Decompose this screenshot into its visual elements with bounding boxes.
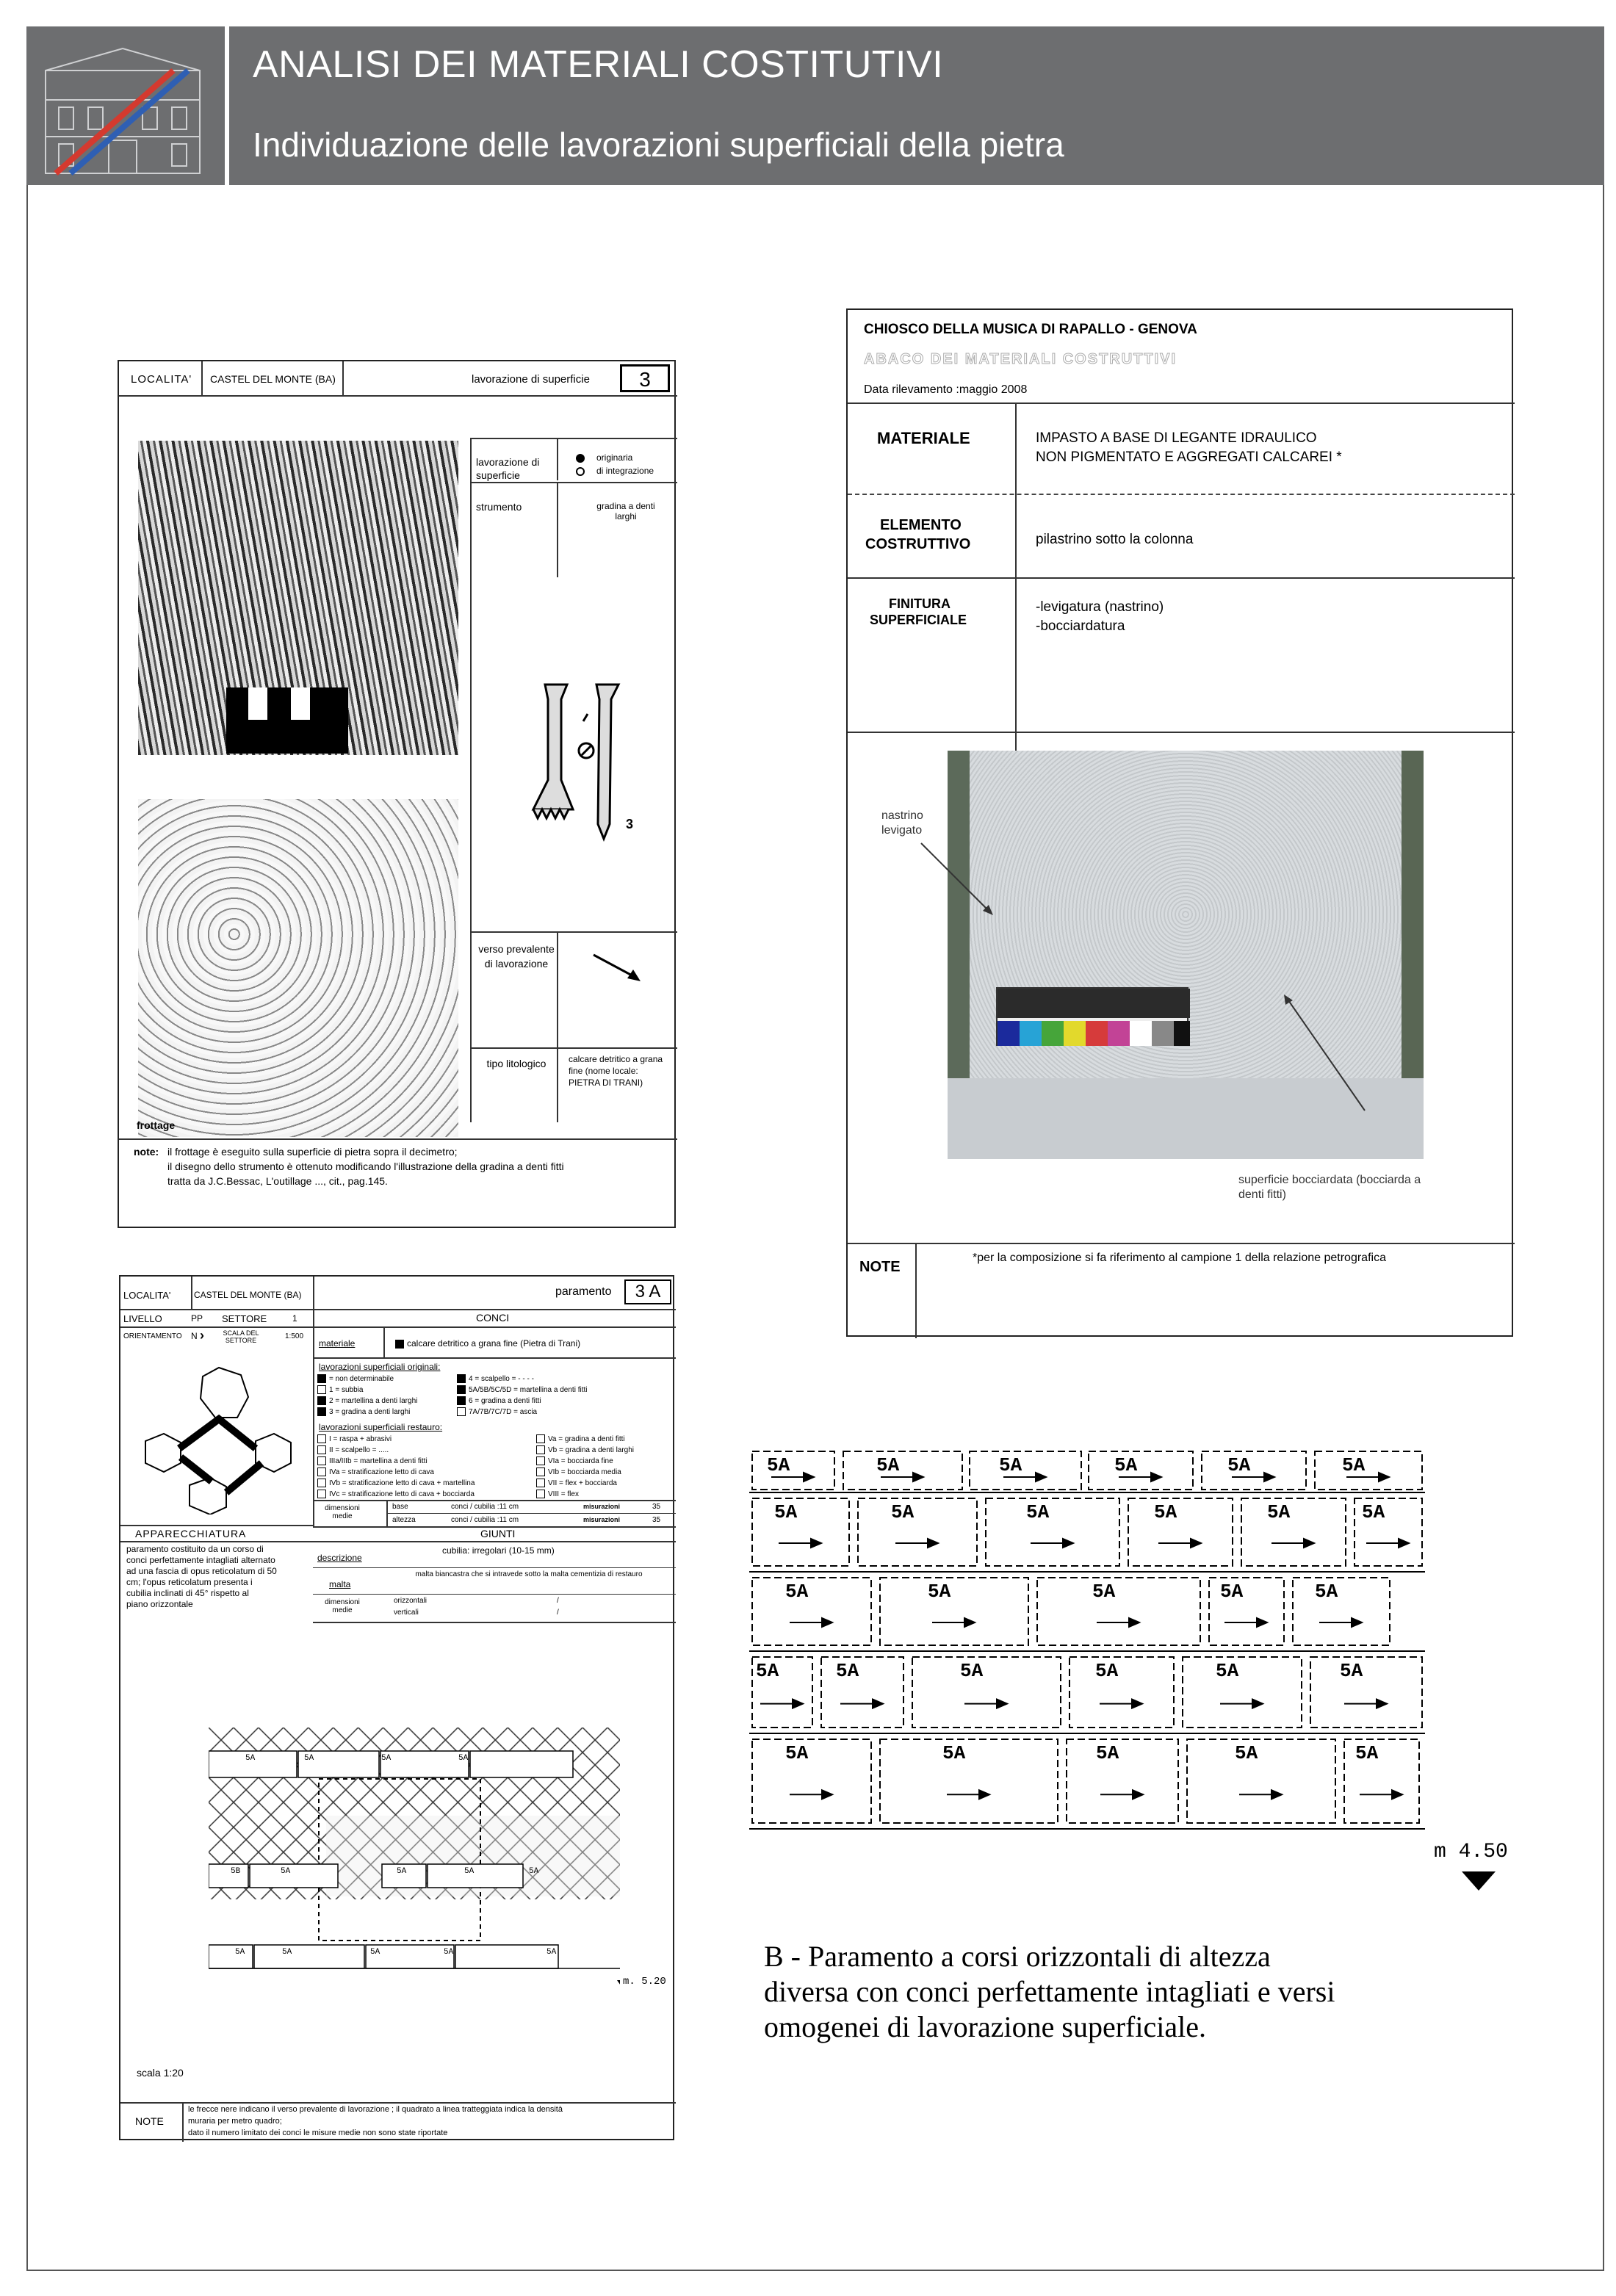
s3-note-text [188,2104,673,2139]
lav-rest-text: IIIa/IIIb = martellina a denti fitti [329,1457,428,1465]
note-prefix: note: [134,1146,159,1158]
checked-box-icon [317,1396,326,1405]
lav-rest-item [317,1467,479,1478]
tipo-litologico-value: calcare detritico a grana fine (nome locale: PIETRA DI TRANI) [569,1054,663,1088]
block-label: 5A [1154,1501,1177,1523]
callout-bocciardata-1: superficie bocciardata (bocciarda a [1238,1174,1421,1186]
sheet-number: 3 [620,364,670,392]
ashlar-block [1128,1498,1233,1566]
livello-value: PP [191,1313,203,1324]
checked-box-icon [395,1340,404,1349]
reticulatum-wall-drawing [209,1728,620,1992]
lav-orig-text: = non determinabile [329,1375,394,1383]
block-label: 5A [767,1454,790,1476]
appar-line: ad una fascia di opus reticolatum di 50 [126,1566,277,1576]
chevron-right-icon: › [200,1328,204,1343]
b-m-label: m 4.50 [1434,1841,1508,1863]
checked-box-icon [457,1396,466,1405]
s3-note-label: NOTE [135,2115,164,2127]
ashlar-block [752,1451,834,1490]
orizzontali-value: / [557,1597,559,1605]
lav-orig-right [457,1373,674,1418]
ashlar-block [986,1498,1119,1566]
ashlar-block [858,1498,977,1566]
elemento-label-1: ELEMENTO [880,517,962,533]
materiale-line-1: IMPASTO A BASE DI LEGANTE IDRAULICO [1036,430,1317,446]
wall-block-label: 5A [281,1867,291,1876]
lav-orig-text: 7A/7B/7C/7D = ascia [469,1408,538,1416]
lav-rest-text: Vb = gradina a denti larghi [548,1446,635,1454]
lav-rest-item [536,1434,674,1445]
ashlar-block [1069,1657,1174,1728]
frottage-caption: frottage [137,1119,176,1131]
lav-rest-text: II = scalpello = ..... [329,1446,389,1454]
descrizione-label: descrizione [317,1553,362,1563]
lav-rest-text: IVc = stratificazione letto di cava + bocciarda [329,1490,475,1498]
lav-rest-text: IVa = stratificazione letto di cava [329,1468,434,1476]
tipo-litologico-label: tipo litologico [486,1058,547,1069]
orientamento-value: N [191,1331,198,1341]
note-line-1: il frottage è eseguito sulla superficie di pietra sopra il decimetro; [167,1146,458,1158]
lav-rest-left [317,1434,479,1500]
dim-alt-value: conci / cubilia :11 cm [451,1516,519,1524]
color-scale-card [996,987,1188,1046]
block-label: 5A [1114,1454,1138,1476]
block-label: 5A [1227,1454,1251,1476]
lav-orig-item [317,1373,464,1385]
s3-localita-value: CASTEL DEL MONTE (BA) [194,1290,302,1300]
lav-rest-text: IVb = stratificazione letto di cava + martellina [329,1479,475,1487]
filled-circle-icon [576,454,585,463]
checkbox-icon [536,1456,545,1465]
note-line: muraria per metro quadro; [188,2117,282,2126]
settore-value: 1 [292,1313,297,1324]
lav-orig-item [457,1396,674,1407]
block-label: 5A [928,1581,951,1603]
sheet-paramento [119,1275,674,2140]
sheet-type: lavorazione di superficie [472,373,590,386]
tool-number: 3 [626,817,634,831]
ashlar-block [1183,1657,1302,1728]
checked-box-icon [317,1374,326,1383]
elemento-value: pilastrino sotto la colonna [1036,532,1194,547]
materiale-value [395,1338,580,1349]
giunti-label: GIUNTI [480,1528,516,1539]
caption-line-2: diversa con conci perfettamente intagliati e versi [764,1975,1335,2008]
lav-rest-item [317,1478,479,1489]
block-label: 5A [1095,1660,1119,1682]
sheet2-date: Data rilevamento :maggio 2008 [864,383,1028,396]
wall-block-label: 5A [282,1948,292,1957]
lav-rest-item [536,1478,674,1489]
block-label: 5A [1235,1742,1258,1764]
lav-rest-item [536,1489,674,1500]
wall-block-label: 5A [547,1948,557,1957]
block-label: 5A [1340,1660,1363,1682]
lav-rest-item [536,1467,674,1478]
ashlar-block [1310,1657,1422,1728]
s3-m-label: m. 5.20 [623,1976,666,1988]
lav-orig-text: 4 = scalpello = - - - - [469,1375,534,1383]
originaria-label: originaria [596,452,633,463]
orientamento-label: ORIENTAMENTO [123,1332,182,1340]
ashlar-block [1067,1739,1178,1823]
checkbox-icon [536,1490,545,1498]
wall-block-label: 5A [381,1754,392,1763]
apparecchiatura-label: APPARECCHIATURA [135,1528,247,1539]
callout-bocciardata-2: denti fitti) [1238,1188,1286,1201]
lav-orig-item [317,1385,464,1396]
checkbox-icon [317,1434,326,1443]
lav-orig-item [457,1373,674,1385]
misurazioni-label: misurazioni [583,1503,621,1510]
malta-label: malta [329,1579,351,1589]
settore-label: SETTORE [222,1313,267,1324]
sheet2-subtitle: ABACO DEI MATERIALI COSTRUTTIVI [864,351,1177,367]
lav-rest-item [536,1445,674,1456]
checkbox-icon [317,1479,326,1487]
checkbox-icon [536,1468,545,1476]
misurazioni-label-2: misurazioni [583,1516,621,1523]
mis-value-1: 35 [652,1503,661,1511]
block-label: 5A [891,1501,915,1523]
block-label: 5A [1026,1501,1050,1523]
block-label: 5A [1342,1454,1366,1476]
ashlar-block [1241,1498,1346,1566]
block-label: 5A [960,1660,984,1682]
scala-label: scala 1:20 [137,2067,184,2079]
s3-number: 3 A [624,1279,671,1304]
block-label: 5A [1092,1581,1116,1603]
checkbox-icon [317,1385,326,1394]
materiale-label: MATERIALE [877,429,970,447]
block-label: 5A [836,1660,859,1682]
mis-value-2: 35 [652,1516,661,1524]
checked-box-icon [457,1385,466,1394]
lav-orig-text: 2 = martellina a denti larghi [329,1397,418,1405]
malta-value: malta biancastra che si intravede sotto la malta cementizia di restauro [415,1570,643,1578]
checked-box-icon [457,1374,466,1383]
lav-rest-text: Va = gradina a denti fitti [548,1435,625,1443]
block-label: 5A [1355,1742,1379,1764]
lav-orig-label: lavorazioni superficiali originali: [319,1362,441,1372]
castle-plan-icon [131,1360,310,1515]
empty-circle-icon [576,467,585,476]
note-line-2: il disegno dello strumento è ottenuto modificando l'illustrazione della gradina a denti fitti [167,1160,564,1172]
wall-block-label: 5A [444,1948,454,1957]
sheet-chiosco-rapallo [846,308,1513,1337]
finitura-label-1: FINITURA [889,596,951,611]
checkbox-icon [536,1434,545,1443]
wall-block-label: 5A [458,1754,469,1763]
wall-block-label: 5A [529,1867,539,1876]
lavorazione-label: lavorazione di superficie [476,456,540,481]
paramento-drawing-b [735,1440,1587,2101]
verso-label: verso prevalente di lavorazione [478,943,555,970]
lav-rest-text: VIa = bocciarda fine [548,1457,613,1465]
strumento-label: strumento [476,501,522,513]
materiale-label: materiale [319,1338,356,1349]
ashlar-block [1037,1578,1200,1645]
callout-arrow-2 [1274,986,1421,1118]
note-line-3: tratta da J.C.Bessac, L'outillage ..., cit., pag.145. [167,1175,388,1187]
block-label: 5A [1267,1501,1291,1523]
dim-label: dimensioni medie [325,1504,360,1520]
lav-rest-item [317,1445,479,1456]
strumento-value: gradina a denti larghi [596,501,655,521]
dim2-label: dimensioni medie [325,1598,360,1614]
checkbox-icon [457,1407,466,1416]
block-label: 5A [942,1742,966,1764]
lav-rest-text: I = raspa + abrasivi [329,1435,392,1443]
lav-orig-text: 6 = gradina a denti fitti [469,1397,541,1405]
verticali-label: verticali [394,1609,419,1617]
lav-rest-item [317,1489,479,1500]
lav-orig-item [317,1396,464,1407]
block-label: 5A [1216,1660,1239,1682]
appar-line: cubilia inclinati di 45° rispetto al [126,1588,249,1598]
materiale-line-2: NON PIGMENTATO E AGGREGATI CALCAREI * [1036,450,1342,465]
block-label: 5A [1096,1742,1119,1764]
s3-localita-label: LOCALITA' [123,1290,171,1301]
verticali-value: / [557,1609,559,1617]
apparecchiatura-text [126,1544,310,1610]
note-line: le frecce nere indicano il verso prevalente di lavorazione ; il quadrato a linea tratteggiata indica la densità [188,2105,563,2114]
lav-rest-item [317,1456,479,1467]
page-title: ANALISI DEI MATERIALI COSTITUTIVI [253,43,944,86]
scala-settore-label: SCALA DEL SETTORE [223,1329,259,1344]
appar-line: piano orizzontale [126,1599,193,1609]
orizzontali-label: orizzontali [394,1597,428,1605]
wall-block-label: 5A [304,1754,314,1763]
surface-photo [138,441,458,755]
checkbox-icon [536,1445,545,1454]
elemento-label-2: COSTRUTTIVO [865,536,971,552]
lav-rest-item [317,1434,479,1445]
page-subtitle: Individuazione delle lavorazioni superficiali della pietra [253,126,1064,164]
localita-value: CASTEL DEL MONTE (BA) [210,373,336,385]
ashlar-block [1202,1451,1306,1490]
ashlar-block [1089,1451,1193,1490]
block-label: 5A [1220,1581,1244,1603]
block-label: 5A [785,1742,809,1764]
lav-orig-item [457,1407,674,1418]
block-label: 5A [999,1454,1022,1476]
sheet-lavorazione-superficie [118,360,676,1228]
descrizione-value: cubilia: irregolari (10-15 mm) [442,1545,555,1556]
lav-orig-text: 1 = subbia [329,1386,364,1394]
ashlar-block [752,1578,871,1645]
wall-block-label: 5A [370,1948,380,1957]
ashlar-block [752,1498,849,1566]
checkbox-icon [317,1445,326,1454]
note-line: dato il numero limitato dei conci le misure medie non sono state riportate [188,2129,448,2137]
callout-nastrino-1: nastrino [881,809,923,822]
ashlar-block [1315,1451,1422,1490]
wall-block-label: 5A [245,1754,256,1763]
checkbox-icon [317,1456,326,1465]
wall-block-label: 5A [464,1867,475,1876]
lav-orig-item [317,1407,464,1418]
checkbox-icon [536,1479,545,1487]
integrazione-label: di integrazione [596,466,654,476]
checkbox-icon [317,1490,326,1498]
level-marker-icon [1462,1871,1498,1894]
lav-rest-text: VIII = flex [548,1490,579,1498]
localita-label: LOCALITA' [131,373,192,386]
appar-line: paramento costituito da un corso di [126,1544,264,1554]
lav-rest-label: lavorazioni superficiali restauro: [319,1422,443,1432]
appar-line: cm; l'opus reticolatum presenta i [126,1577,253,1587]
block-label: 5A [756,1660,779,1682]
note-label: NOTE [859,1259,901,1275]
block-label: 5A [785,1581,809,1603]
arrow-icon [589,949,648,986]
ashlar-block [880,1739,1058,1823]
caption-line-1: B - Paramento a corsi orizzontali di altezza [764,1940,1271,1973]
block-label: 5A [876,1454,900,1476]
wall-block-label: 5A [397,1867,407,1876]
ashlar-block [970,1451,1081,1490]
scala-settore-value: 1:500 [285,1332,304,1340]
dim-alt-label: altezza [392,1516,416,1524]
materiale-text: calcare detritico a grana fine (Pietra di Trani) [407,1338,581,1349]
callout-nastrino-2: levigato [881,824,923,837]
checked-box-icon [317,1407,326,1416]
ashlar-block [1187,1739,1335,1823]
appar-line: conci perfettamente intagliati alternato [126,1555,275,1565]
finitura-line-2: -bocciardatura [1036,618,1125,634]
checkbox-icon [317,1468,326,1476]
note-value: *per la composizione si fa riferimento al campione 1 della relazione petrografica [973,1252,1386,1264]
block-label: 5A [1315,1581,1338,1603]
building-logo-icon [26,26,225,185]
finitura-line-1: -levigatura (nastrino) [1036,599,1164,615]
lav-orig-item [457,1385,674,1396]
lav-rest-item [536,1456,674,1467]
ashlar-block [880,1578,1028,1645]
gradina-tool-icon [516,670,641,846]
callout-arrow-1 [906,839,1053,942]
wall-block-label: 5A [235,1948,245,1957]
block-label: 5A [1362,1501,1385,1523]
lav-rest-text: VII = flex + bocciarda [548,1479,617,1487]
ashlar-block [1293,1578,1390,1645]
ashlar-block [752,1739,871,1823]
logo [26,26,229,185]
caption-line-3: omogenei di lavorazione superficiale. [764,2010,1206,2043]
sheet2-title: CHIOSCO DELLA MUSICA DI RAPALLO - GENOVA [864,322,1197,337]
s3-tipo: paramento [555,1285,612,1298]
lav-rest-right [536,1434,674,1500]
finitura-label-2: SUPERFICIALE [870,613,967,627]
wall-block-label: 5B [231,1867,241,1876]
conci-label: CONCI [476,1312,510,1324]
lav-orig-left [317,1373,464,1418]
livello-label: LIVELLO [123,1313,162,1324]
dim-base-label: base [392,1503,408,1511]
block-label: 5A [774,1501,798,1523]
ashlar-block [821,1657,903,1728]
lav-rest-text: VIb = bocciarda media [548,1468,621,1476]
dim-base-value: conci / cubilia :11 cm [451,1503,519,1511]
ashlar-block [912,1657,1061,1728]
frottage-image [138,799,458,1137]
lav-orig-text: 3 = gradina a denti larghi [329,1408,411,1416]
lav-orig-text: 5A/5B/5C/5D = martellina a denti fitti [469,1386,588,1394]
ashlar-block [843,1451,962,1490]
